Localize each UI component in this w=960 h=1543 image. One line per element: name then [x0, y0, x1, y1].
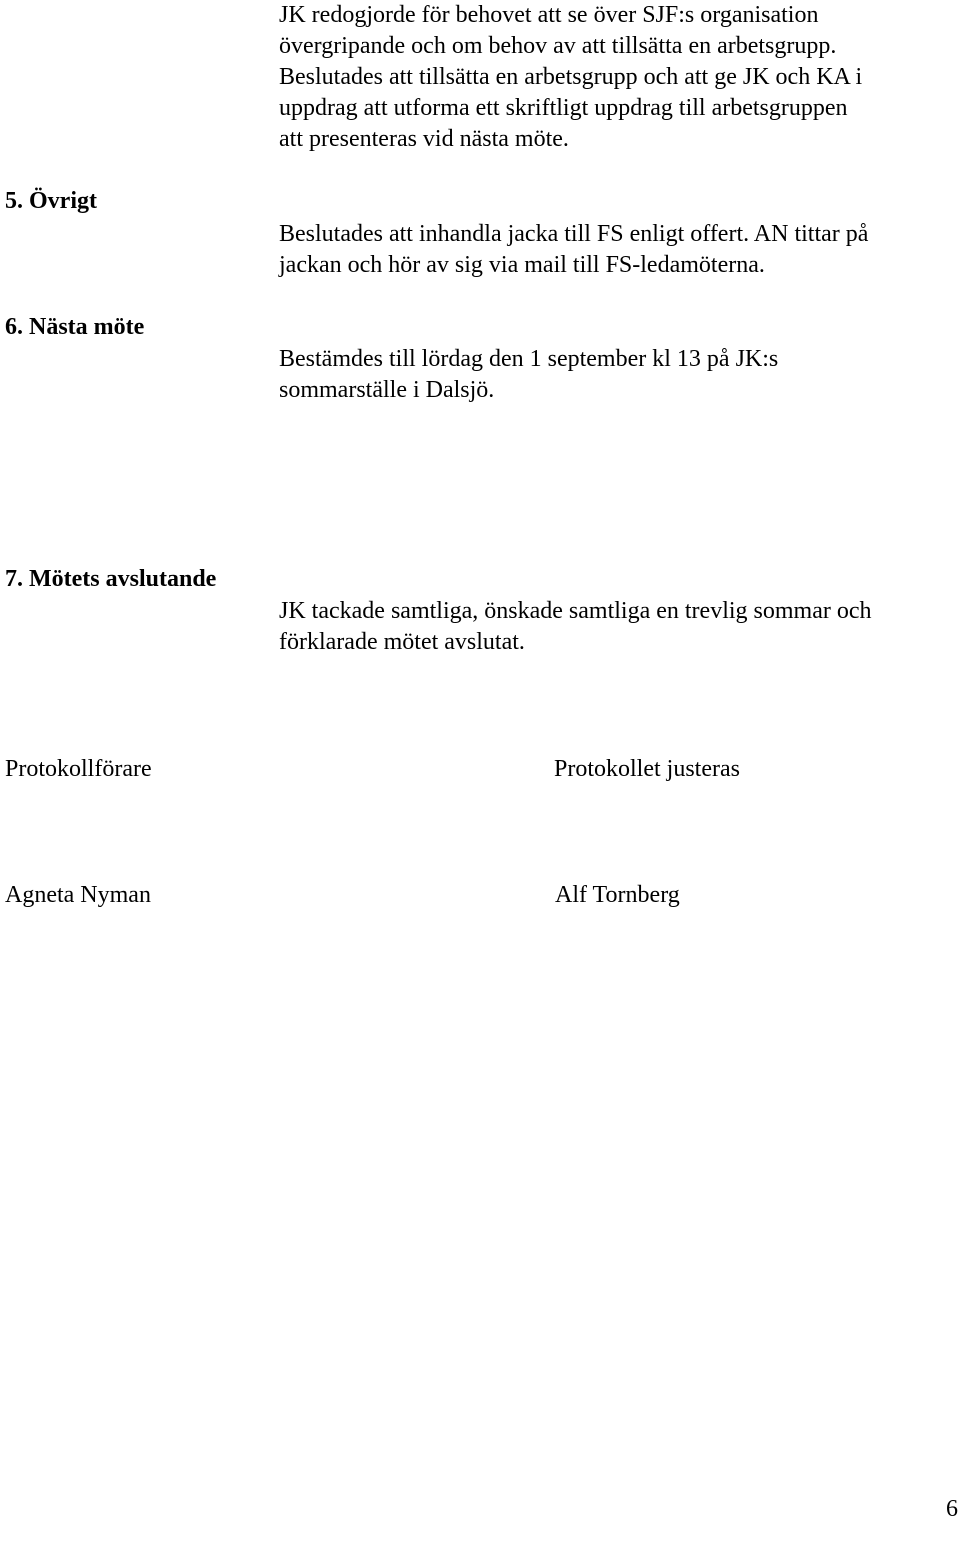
page-number: 6 [946, 1496, 958, 1522]
paragraph-line: förklarade mötet avslutat. [279, 629, 525, 655]
paragraph-line: Bestämdes till lördag den 1 september kl 13 på JK:s [279, 346, 779, 372]
paragraph-line: Beslutades att inhandla jacka till FS enligt offert. AN tittar på [279, 221, 869, 247]
section-heading-ovrigt: 5. Övrigt [5, 188, 97, 214]
paragraph-line: jackan och hör av sig via mail till FS-ledamöterna. [279, 252, 765, 278]
intro-line: uppdrag att utforma ett skriftligt uppdrag till arbetsgruppen [279, 95, 848, 121]
signature-role-right: Protokollet justeras [554, 756, 740, 782]
intro-line: Beslutades att tillsätta en arbetsgrupp och att ge JK och KA i [279, 64, 863, 90]
paragraph-line: JK tackade samtliga, önskade samtliga en trevlig sommar och [279, 598, 872, 624]
section-body-nasta-mote [279, 344, 778, 406]
signature-role-left: Protokollförare [5, 756, 152, 782]
intro-line: övergripande och om behov av att tillsätta en arbetsgrupp. [279, 33, 837, 59]
intro-line: JK redogjorde för behovet att se över SJF:s organisation [279, 2, 819, 28]
intro-line: att presenteras vid nästa möte. [279, 126, 569, 152]
section-body-avslutande [279, 596, 872, 658]
section-heading-nasta-mote: 6. Nästa möte [5, 314, 145, 340]
signature-name-left: Agneta Nyman [5, 882, 151, 908]
section-body-ovrigt [279, 219, 868, 281]
signature-name-right: Alf Tornberg [555, 882, 680, 908]
paragraph-line: sommarställe i Dalsjö. [279, 377, 495, 403]
section-heading-avslutande: 7. Mötets avslutande [5, 566, 217, 592]
intro-paragraph [279, 0, 862, 155]
